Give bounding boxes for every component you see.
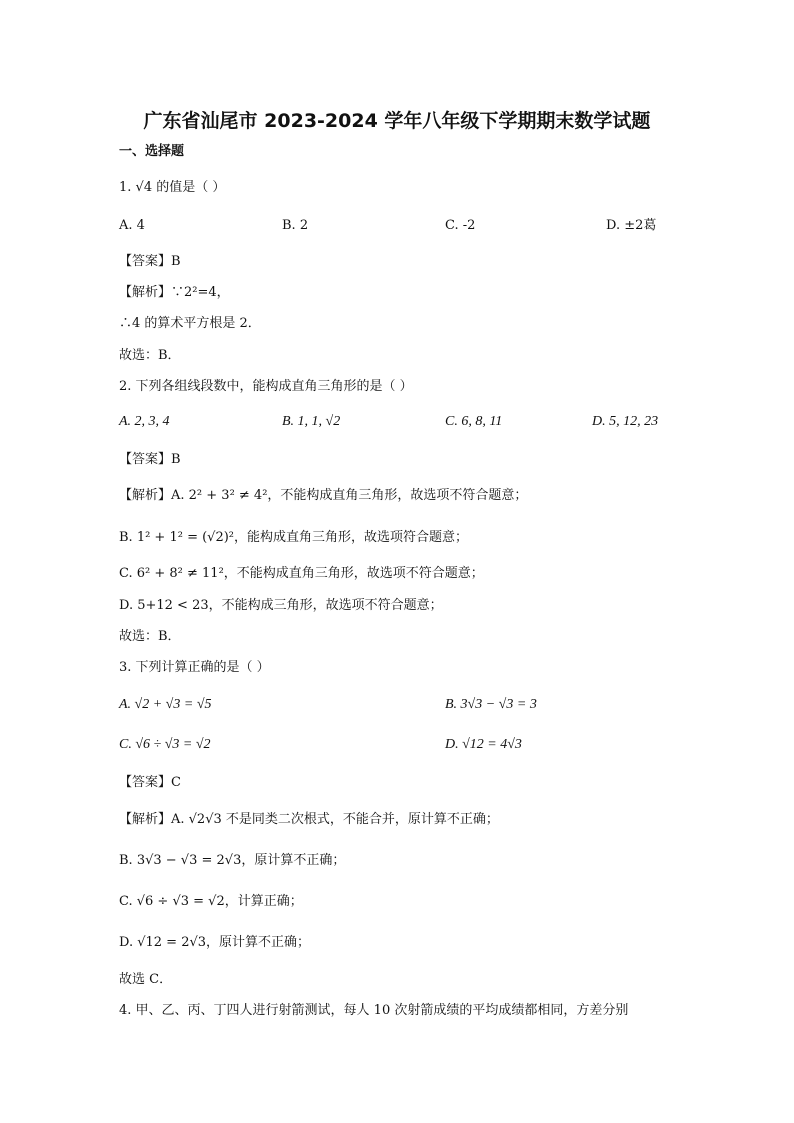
q1-option-a: A. 4 [119,218,145,233]
q2-answer: 【答案】B [119,452,181,467]
q1-option-b: B. 2 [282,218,309,233]
q2-option-c: C. 6, 8, 11 [445,414,503,429]
section-heading: 一、选择题 [119,144,185,159]
q3-analysis-line: C. √6 ÷ √3 = √2，计算正确； [119,894,303,909]
q1-option-d: D. ±2葛 [606,218,657,233]
question-4-stem: 4. 甲、乙、丙、丁四人进行射箭测试，每人 10 次射箭成绩的平均成绩都相同，方差分别 [119,1003,629,1018]
q3-analysis-line: 【解析】A. √2√3 不是同类二次根式，不能合并，原计算不正确； [119,812,499,827]
q3-option-b: B. 3√3 − √3 = 3 [445,697,537,712]
q2-analysis-line: 【解析】A. 2² + 3² ≠ 4²，不能构成直角三角形，故选项不符合题意； [119,488,528,503]
q2-option-a: A. 2, 3, 4 [119,414,170,429]
q1-analysis-line: ∴4 的算术平方根是 2． [119,316,261,331]
q2-option-b: B. 1, 1, √2 [282,414,341,429]
q1-conclusion: 故选：B． [119,348,181,363]
q3-analysis-line: B. 3√3 − √3 = 2√3，原计算不正确； [119,853,346,868]
question-3-stem: 3. 下列计算正确的是（ ） [119,660,270,675]
question-2-stem: 2. 下列各组线段数中，能构成直角三角形的是（ ） [119,379,413,394]
q2-option-d: D. 5, 12, 23 [592,414,659,429]
q1-analysis-line: 【解析】∵2²=4， [119,285,230,300]
q1-option-c: C. -2 [445,218,476,233]
q3-analysis-line: D. √12 = 2√3，原计算不正确； [119,935,311,950]
q3-option-d: D. √12 = 4√3 [445,737,522,752]
q3-option-a: A. √2 + √3 = √5 [119,697,212,712]
page-title: 广东省汕尾市 2023-2024 学年八年级下学期期末数学试题 [143,110,651,132]
q2-analysis-line: B. 1² + 1² = (√2)²，能构成直角三角形，故选项符合题意； [119,530,469,545]
q3-option-c: C. √6 ÷ √3 = √2 [119,737,211,752]
q2-analysis-line: D. 5+12 < 23，不能构成三角形，故选项不符合题意； [119,598,443,613]
q2-analysis-line: C. 6² + 8² ≠ 11²，不能构成直角三角形，故选项不符合题意； [119,566,484,581]
q1-answer: 【答案】B [119,254,181,269]
q2-conclusion: 故选：B． [119,629,181,644]
q3-answer: 【答案】C [119,775,181,790]
question-1-stem: 1. √4 的值是（ ） [119,180,226,195]
q3-conclusion: 故选 C． [119,972,173,987]
